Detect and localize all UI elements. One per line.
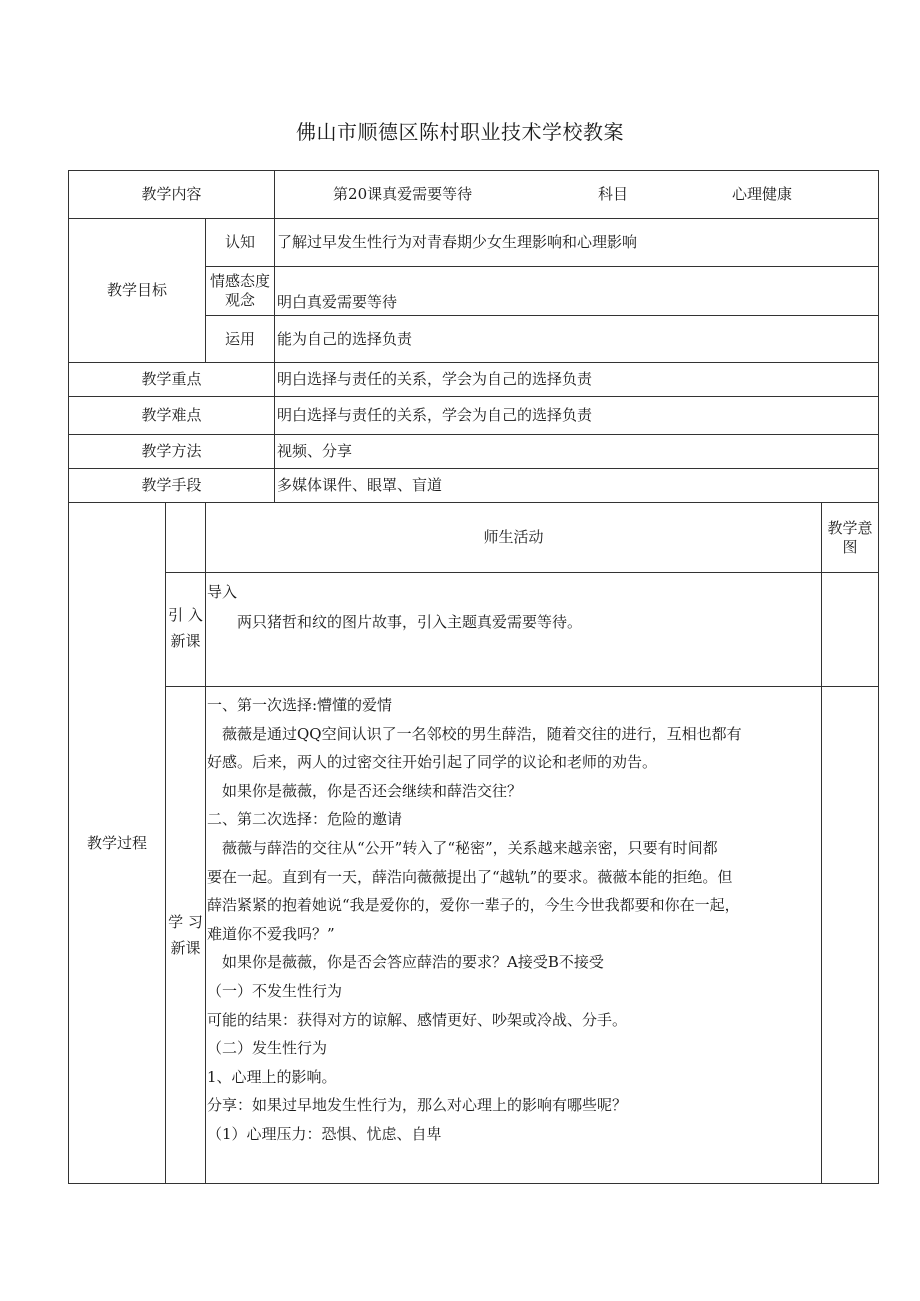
key-point-row	[69, 363, 879, 397]
learn-line-15: 分享：如果过早地发生性行为，那么对心理上的影响有哪些呢？	[207, 1096, 628, 1115]
difficulty-value: 明白选择与责任的关系，学会为自己的选择负责	[275, 397, 879, 435]
learn-line-8: 薛浩紧紧的抱着她说“我是爱你的，爱你一辈子的，今生今世我都要和你在一起，	[207, 896, 740, 915]
activity-header: 师生活动	[206, 503, 822, 573]
intro-stage	[166, 573, 206, 687]
method-value: 视频、分享	[275, 435, 879, 469]
learn-line-2: 薇薇是通过QQ空间认识了一名邻校的男生薛浩，随着交往的进行，互相也都有	[222, 724, 742, 743]
goals-label: 教学目标	[69, 219, 206, 363]
intro-stage-line1: 引 入	[168, 605, 203, 624]
goal-cognition-row	[69, 219, 879, 267]
emotion-label-line2: 观念	[225, 291, 256, 309]
learn-line-6: 薇薇与薛浩的交往从“公开”转入了“秘密”，关系越来越亲密，只要有时间都	[222, 838, 718, 857]
means-label: 教学手段	[69, 469, 275, 503]
process-header-row	[69, 503, 879, 573]
application-value: 能为自己的选择负责	[275, 316, 879, 363]
learn-line-7: 要在一起。直到有一天，薛浩向薇薇提出了“越轨”的要求。薇薇本能的拒绝。但	[207, 867, 733, 886]
learn-line-14: 1、心理上的影响。	[207, 1067, 337, 1086]
emotion-value: 明白真爱需要等待	[275, 267, 879, 316]
process-label: 教学过程	[69, 503, 166, 1184]
key-point-label: 教学重点	[69, 363, 275, 397]
difficulty-label: 教学难点	[69, 397, 275, 435]
method-label: 教学方法	[69, 435, 275, 469]
learn-stage	[166, 687, 206, 1184]
content-row	[69, 171, 879, 219]
learn-line-3: 好感。后来，两人的过密交往开始引起了同学的议论和老师的劝告。	[207, 753, 658, 772]
learn-row	[69, 687, 879, 1184]
content-label: 教学内容	[69, 171, 275, 219]
intro-stage-line2: 新课	[170, 631, 201, 650]
key-point-value: 明白选择与责任的关系，学会为自己的选择负责	[275, 363, 879, 397]
cognition-value: 了解过早发生性行为对青春期少女生理影响和心理影响	[275, 219, 879, 267]
intro-row	[69, 573, 879, 687]
learn-line-4: 如果你是薇薇，你是否还会继续和薛浩交往？	[222, 781, 523, 800]
intent-header	[822, 503, 879, 573]
page-title: 佛山市顺德区陈村职业技术学校教案	[296, 120, 624, 144]
intro-line-2: 两只猪哲和纹的图片故事，引入主题真爱需要等待。	[237, 613, 583, 631]
subject-label: 科目	[598, 185, 629, 204]
subject-value: 心理健康	[732, 185, 793, 204]
intent-header-line2: 图	[842, 537, 858, 556]
application-label: 运用	[206, 316, 275, 363]
learn-line-13: （二）发生性行为	[207, 1039, 328, 1058]
emotion-label-line1: 情感态度	[210, 272, 271, 291]
learn-stage-line2: 新课	[170, 939, 201, 957]
intro-activity	[206, 573, 822, 687]
learn-line-5: 二、第二次选择：危险的邀请	[207, 810, 403, 829]
learn-line-16: （1）心理压力：恐惧、忧虑、自卑	[207, 1124, 442, 1143]
means-value: 多媒体课件、眼罩、盲道	[275, 469, 879, 503]
difficulty-row	[69, 397, 879, 435]
lesson-title: 第20课真爱需要等待	[333, 185, 473, 204]
intro-intent	[822, 573, 879, 687]
stage-header-cell	[166, 503, 206, 573]
learn-line-10: 如果你是薇薇，你是否会答应薛浩的要求？A接受B不接受	[222, 953, 604, 972]
intro-line-1: 导入	[207, 583, 238, 601]
cognition-label: 认知	[206, 219, 275, 267]
learn-activity	[206, 687, 822, 1184]
learn-line-9: 难道你不爱我吗？”	[207, 924, 335, 943]
content-value-cell	[275, 171, 879, 219]
intent-header-line1: 教学意	[827, 518, 873, 537]
learn-line-1: 一、第一次选择:懵懂的爱情	[207, 696, 393, 714]
method-row	[69, 435, 879, 469]
emotion-label	[206, 267, 275, 316]
means-row	[69, 469, 879, 503]
lesson-plan-table	[68, 170, 879, 1184]
learn-line-11: （一）不发生性行为	[207, 981, 343, 1000]
learn-line-12: 可能的结果：获得对方的谅解、感情更好、吵架或冷战、分手。	[207, 1010, 628, 1029]
learn-stage-line1: 学 习	[168, 913, 203, 931]
learn-intent	[822, 687, 879, 1184]
